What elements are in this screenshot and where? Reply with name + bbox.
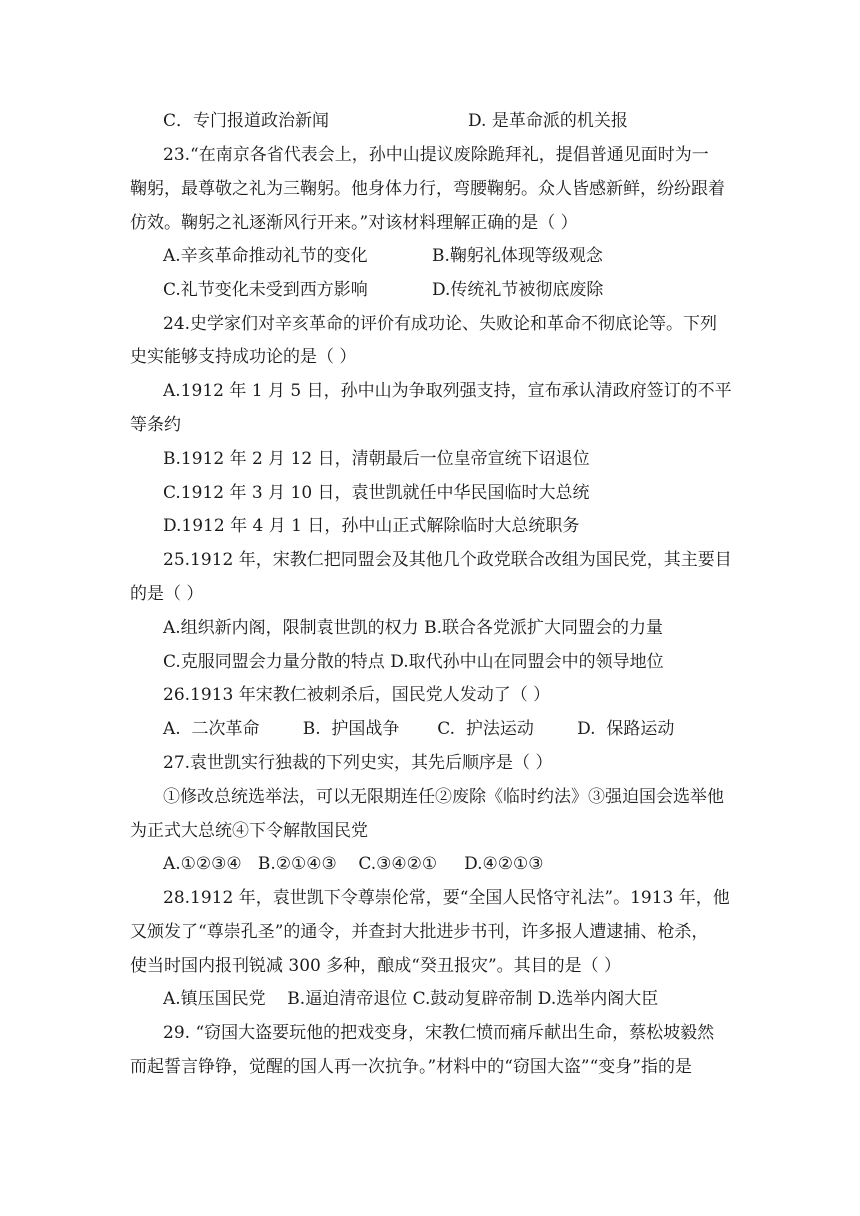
q29-stem-line-2: 而起誓言铮铮，觉醒的国人再一次抗争。”材料中的“窃国大盗”“变身”指的是 <box>130 1057 692 1077</box>
q25-options-ab: A.组织新内阁，限制袁世凯的权力 B.联合各党派扩大同盟会的力量 <box>163 618 663 638</box>
q28-stem-line-2: 又颁发了“尊崇孔圣”的通令，并查封大批进步书刊，许多报人遭逮捕、枪杀， <box>130 922 709 942</box>
q23-option-d: D.传统礼节被彻底废除 <box>432 280 604 300</box>
q22-option-c: C．专门报道政治新闻 <box>163 111 330 131</box>
q24-option-c: C.1912 年 3 月 10 日，袁世凯就任中华民国临时大总统 <box>163 483 590 503</box>
q24-option-a-line-2: 等条约 <box>130 415 181 435</box>
q24-option-b: B.1912 年 2 月 12 日，清朝最后一位皇帝宣统下诏退位 <box>163 449 590 469</box>
q23-option-a: A.辛亥革命推动礼节的变化 <box>163 246 368 266</box>
q27-options: A.①②③④ B.②①④③ C.③④②① D.④②①③ <box>163 854 544 874</box>
q23-stem-line-3: 仿效。鞠躬之礼逐渐风行开来。”对该材料理解正确的是（ ） <box>130 213 578 233</box>
q24-option-a-line-1: A.1912 年 1 月 5 日，孙中山为争取列强支持，宣布承认清政府签订的不平 <box>163 381 732 401</box>
q25-options-cd: C.克服同盟会力量分散的特点 D.取代孙中山在同盟会中的领导地位 <box>163 652 664 672</box>
q23-option-b: B.鞠躬礼体现等级观念 <box>432 246 603 266</box>
q25-stem-line-1: 25.1912 年，宋教仁把同盟会及其他几个政党联合改组为国民党，其主要目 <box>163 550 732 570</box>
q25-stem-line-2: 的是（ ） <box>130 584 204 604</box>
q26-stem: 26.1913 年宋教仁被刺杀后，国民党人发动了（ ） <box>163 685 551 705</box>
q28-stem-line-1: 28.1912 年，袁世凯下令尊崇伦常，要“全国人民恪守礼法”。1913 年，他 <box>163 888 730 908</box>
q23-option-c: C.礼节变化未受到西方影响 <box>163 280 368 300</box>
q27-items-line-1: ①修改总统选举法，可以无限期连任②废除《临时约法》③强迫国会选举他 <box>163 787 724 807</box>
q29-stem-line-1: 29. “窃国大盗要玩他的把戏变身，宋教仁愤而痛斥献出生命，蔡松坡毅然 <box>163 1023 715 1043</box>
q24-stem-line-1: 24.史学家们对辛亥革命的评价有成功论、失败论和革命不彻底论等。下列 <box>163 314 718 334</box>
q22-option-d: D. 是革命派的机关报 <box>468 111 628 131</box>
q23-stem-line-1: 23.“在南京各省代表会上，孙中山提议废除跪拜礼，提倡普通见面时为一 <box>163 145 709 165</box>
q24-option-d: D.1912 年 4 月 1 日，孙中山正式解除临时大总统职务 <box>163 516 580 536</box>
q23-stem-line-2: 鞠躬，最尊敬之礼为三鞠躬。他身体力行，弯腰鞠躬。众人皆感新鲜，纷纷跟着 <box>130 179 725 199</box>
q26-options: A. 二次革命 B. 护国战争 C. 护法运动 D. 保路运动 <box>163 719 675 739</box>
q24-stem-line-2: 史实能够支持成功论的是（ ） <box>130 347 357 367</box>
q28-stem-line-3: 使当时国内报刊锐减 300 多种，酿成“癸丑报灾”。其目的是（ ） <box>130 956 622 976</box>
q27-items-line-2: 为正式大总统④下令解散国民党 <box>130 821 368 841</box>
q28-options: A.镇压国民党 B.逼迫清帝退位 C.鼓动复辟帝制 D.选举内阁大臣 <box>163 989 659 1009</box>
q27-stem: 27.袁世凯实行独裁的下列史实，其先后顺序是（ ） <box>163 753 553 773</box>
